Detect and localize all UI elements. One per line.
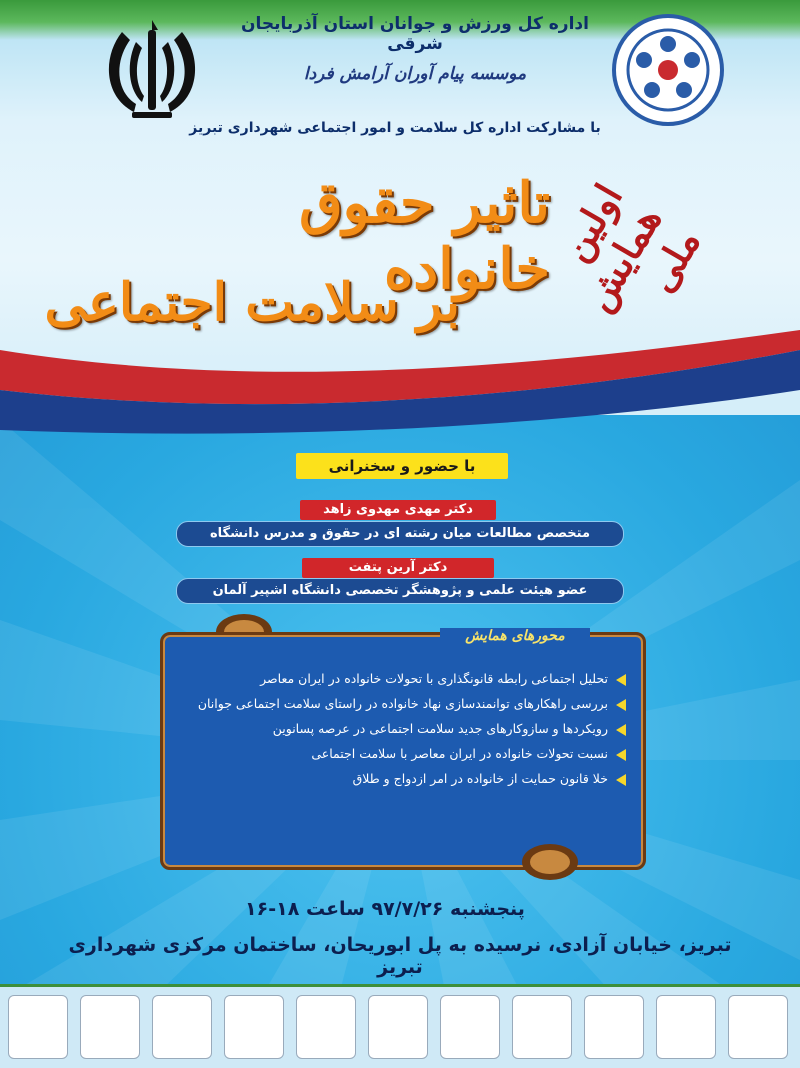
sponsor-logo [656,995,716,1059]
iran-emblem-icon [92,12,212,132]
sponsor-logo [8,995,68,1059]
institute-line: موسسه پیام آوران آرامش فردا [303,64,527,84]
title-line-2: بر سلامت اجتماعی [44,272,460,333]
list-item: خلا قانون حمایت از خانواده در امر ازدواج و طلاق [178,768,626,789]
sponsor-logo [80,995,140,1059]
event-date: پنجشنبه ۹۷/۷/۲۶ ساعت ۱۸-۱۶ [245,898,525,920]
speaker-2-role: عضو هیئت علمی و پژوهشگر تخصصی دانشگاه اشپیر آلمان [176,578,624,604]
bullet-triangle-icon [616,749,626,761]
sponsor-logo [296,995,356,1059]
sponsor-logo [584,995,644,1059]
first-national-badge: اولین همایش ملی [551,176,709,319]
speaker-1-role: متخصص مطالعات میان رشته ای در حقوق و مدرس دانشگاه [176,521,624,547]
topics-heading: محورهای همایش [440,628,590,644]
sponsor-logo [728,995,788,1059]
title-line-1: تاثیر حقوق خانواده [299,170,550,302]
list-item: بررسی راهکارهای توانمندسازی نهاد خانواده در راستای سلامت اجتماعی جوانان [178,693,626,714]
sponsor-logo [152,995,212,1059]
bullet-triangle-icon [616,724,626,736]
speakers-heading: با حضور و سخنرانی [296,453,508,479]
sponsor-logo [440,995,500,1059]
list-item: رویکردها و سازوکارهای جدید سلامت اجتماعی در عرصه پسانوین [178,718,626,739]
bullet-triangle-icon [616,774,626,786]
org-line: اداره کل ورزش و جوانان استان آذربایجان شرقی [241,14,589,54]
event-address: تبریز، خیابان آزادی، نرسیده به پل ابوریحان، ساختمان مرکزی شهرداری تبریز [68,934,732,978]
sponsor-logo [368,995,428,1059]
partner-line: با مشارکت اداره کل سلامت و امور اجتماعی شهرداری تبریز [189,120,601,136]
speaker-2-name: دکتر آرین پتفت [302,558,494,578]
list-item: نسبت تحولات خانواده در ایران معاصر با سلامت اجتماعی [178,743,626,764]
speaker-1-name: دکتر مهدی مهدوی زاهد [300,500,496,520]
sponsor-logo [224,995,284,1059]
bullet-triangle-icon [616,699,626,711]
list-item: تحلیل اجتماعی رابطه قانونگذاری با تحولات خانواده در ایران معاصر [178,668,626,689]
swoosh-decoration [0,330,800,440]
sponsor-logo [512,995,572,1059]
institute-logo-icon [612,14,724,126]
bullet-triangle-icon [616,674,626,686]
sponsor-strip [0,984,800,1068]
ornament-icon [520,842,580,882]
topics-list [178,668,626,793]
